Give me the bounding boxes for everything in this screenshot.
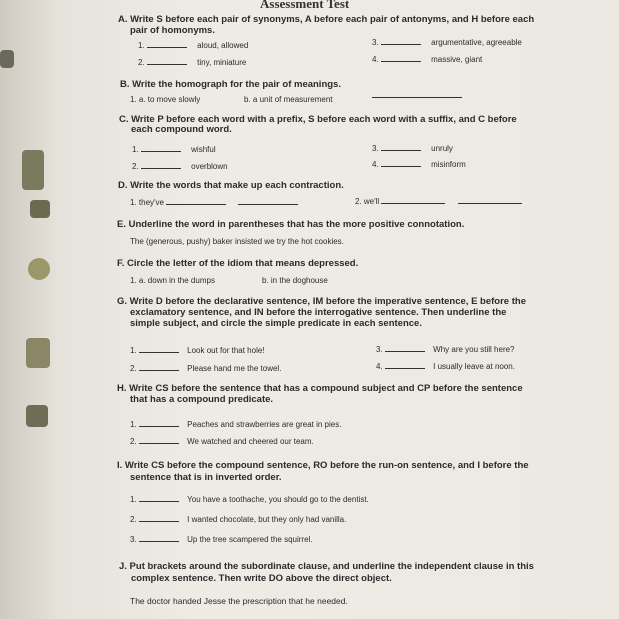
clip-art (28, 258, 50, 280)
list-item: 1. aloud, allowed (138, 41, 249, 50)
section-j-heading: J. Put brackets around the subordinate clause, and underline the independent clause in this (119, 561, 534, 572)
section-i-heading: I. Write CS before the compound sentence, RO before the run-on sentence, and I before the (117, 460, 529, 471)
section-h-heading-cont: that has a compound predicate. (130, 394, 274, 405)
list-item: 3. unruly (372, 144, 453, 153)
section-e-heading: E. Underline the word in parentheses that has the more positive connotation. (117, 219, 465, 230)
list-item: 4. misinform (372, 160, 466, 169)
list-item: 1. You have a toothache, you should go to the dentist. (130, 495, 369, 504)
list-item: 2. tiny, miniature (138, 58, 247, 67)
section-j-heading-cont: complex sentence. Then write DO above the direct object. (131, 573, 392, 584)
section-i-heading-cont: sentence that is in inverted order. (130, 472, 282, 483)
page-edge-decor (0, 0, 52, 619)
sentence: The (generous, pushy) baker insisted we try the hot cookies. (130, 237, 344, 246)
list-item: b. in the doghouse (262, 276, 328, 285)
list-item: 3. Up the tree scampered the squirrel. (130, 535, 313, 544)
page-title: Assessment Test (260, 0, 350, 11)
list-item: 2. Please hand me the towel. (130, 364, 282, 373)
section-d-heading: D. Write the words that make up each contraction. (118, 180, 344, 191)
clip-art (0, 50, 14, 68)
clip-art (30, 200, 50, 218)
clip-art (22, 150, 44, 190)
section-a-heading-cont: pair of homonyms. (130, 25, 215, 36)
list-item: 3. Why are you still here? (376, 345, 515, 354)
list-item: 1. Look out for that hole! (130, 346, 265, 355)
section-c-heading-cont: each compound word. (131, 124, 232, 135)
section-c-heading: C. Write P before each word with a prefix, S before each word with a suffix, and C before (119, 114, 517, 125)
list-item: 3. argumentative, agreeable (372, 38, 522, 47)
section-g-heading-cont: simple subject, and circle the simple predicate in each sentence. (130, 318, 422, 329)
list-item: 2. overblown (132, 162, 228, 171)
list-item: b. a unit of measurement (244, 95, 333, 104)
list-item: 4. massive, giant (372, 55, 483, 64)
list-item: 1. a. down in the dumps (130, 276, 215, 285)
list-item: 2. We watched and cheered our team. (130, 437, 314, 446)
list-item: 4. I usually leave at noon. (376, 362, 515, 371)
sentence: The doctor handed Jesse the prescription that he needed. (130, 596, 348, 606)
list-item: 1. wishful (132, 145, 216, 154)
clip-art (26, 338, 50, 368)
section-g-heading: G. Write D before the declarative sentence, IM before the imperative sentence, E before the (117, 296, 526, 307)
answer-blank[interactable] (372, 89, 462, 98)
list-item: 1. a. to move slowly (130, 95, 201, 104)
section-h-heading: H. Write CS before the sentence that has a compound subject and CP before the sentence (117, 383, 523, 394)
list-item: 2. we'll (355, 195, 522, 207)
list-item: 2. I wanted chocolate, but they only had vanilla. (130, 515, 347, 524)
section-b-heading: B. Write the homograph for the pair of meanings. (120, 79, 341, 90)
clip-art (26, 405, 48, 427)
section-f-heading: F. Circle the letter of the idiom that means depressed. (117, 258, 359, 269)
list-item: 1. Peaches and strawberries are great in pies. (130, 420, 342, 429)
section-g-heading-cont: exclamatory sentence, and IN before the interrogative sentence. Then underline the (130, 307, 507, 318)
section-a-heading: A. Write S before each pair of synonyms, A before each pair of antonyms, and H before each (118, 14, 535, 25)
list-item: 1. they've (130, 196, 298, 208)
